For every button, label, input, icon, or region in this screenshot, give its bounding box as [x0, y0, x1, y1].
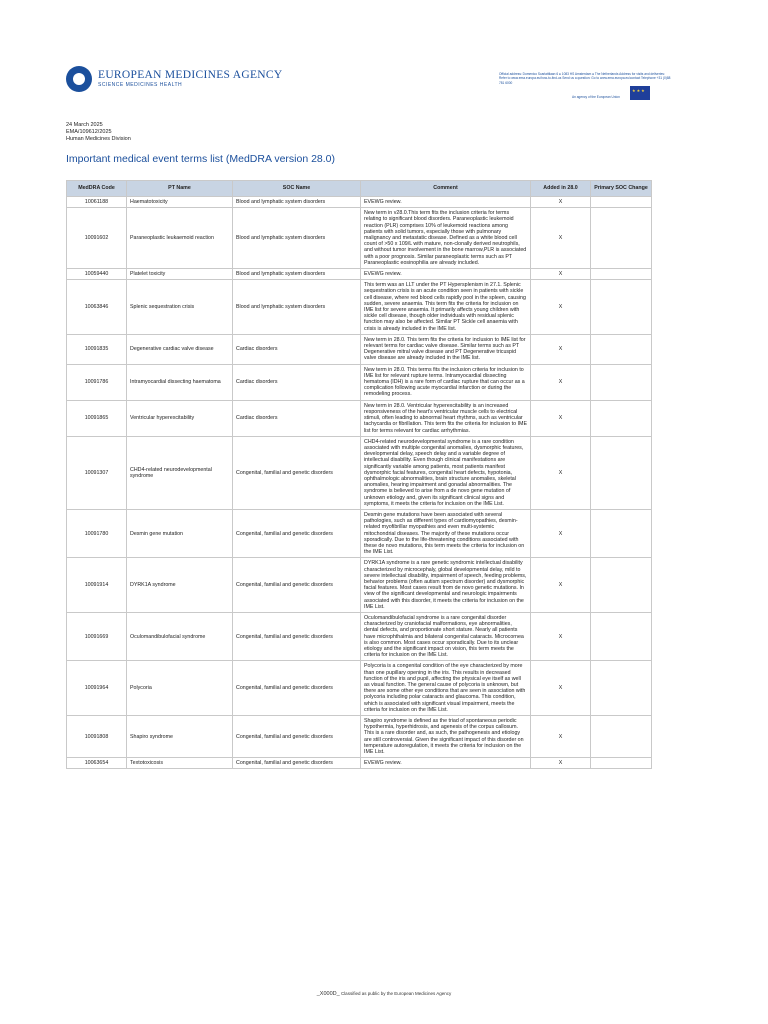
primary-soc-change-cell: [591, 758, 652, 769]
column-header-comment: Comment: [361, 181, 531, 197]
added-cell: X: [531, 364, 591, 400]
soc-name-cell: Cardiac disorders: [233, 400, 361, 436]
pt-name-cell: Polycoria: [127, 661, 233, 716]
comment-cell: New term in 28.0. This term fits the criteria for inclusion to IME list for relevant terms for cardiac valve disease. Similar terms such as PT Degenerative mitral valve disease and PT Degenerative tricuspid valve disease are already included in the IME list.: [361, 334, 531, 364]
primary-soc-change-cell: [591, 280, 652, 335]
pt-name-cell: Ventricular hyperexcitability: [127, 400, 233, 436]
pt-name-cell: Paraneoplastic leukaemoid reaction: [127, 208, 233, 269]
added-cell: X: [531, 758, 591, 769]
meddra-code-cell: 10091865: [67, 400, 127, 436]
added-cell: X: [531, 334, 591, 364]
meddra-code-cell: 10091780: [67, 509, 127, 557]
soc-name-cell: Congenital, familial and genetic disorders: [233, 436, 361, 509]
table-header-row: [67, 181, 652, 197]
column-header-meddra-code: MedDRA Code: [67, 181, 127, 197]
table-row: [67, 558, 652, 613]
comment-cell: EVEWG review.: [361, 197, 531, 208]
soc-name-cell: Congenital, familial and genetic disorders: [233, 758, 361, 769]
footer-mark: _X000D_: [316, 991, 340, 997]
table-row: [67, 436, 652, 509]
eu-flag-icon: [630, 86, 650, 100]
meddra-code-cell: 10091914: [67, 558, 127, 613]
soc-name-cell: Cardiac disorders: [233, 364, 361, 400]
pt-name-cell: Oculomandibulofacial syndrome: [127, 612, 233, 660]
comment-cell: New term in 28.0. This terms fits the inclusion criteria for inclusion to IME list for relevant rupture terms. Intramyocardial dissecting hematoma (IDH) is a rare form of cardiac rupture that can occur as a complication following acute myocardial infarction or during the remodeling process.: [361, 364, 531, 400]
column-header-soc-name: SOC Name: [233, 181, 361, 197]
comment-cell: Shapiro syndrome is defined as the triad of spontaneous periodic hypothermia, hyperhidrosis, and agenesis of the corpus callosum. This is a rare disorder and, as such, the pathogenesis and etiology are still controversial. Given the significant impact of this disorder on temperature autoregulation, it meets the criteria for inclusion on the IME List.: [361, 716, 531, 758]
added-cell: X: [531, 612, 591, 660]
added-cell: X: [531, 208, 591, 269]
pt-name-cell: Splenic sequestration crisis: [127, 280, 233, 335]
comment-cell: New term in v28.0.This term fits the inclusion criteria for terms relating to significant blood disorders. Paraneoplastic leukemoid reaction (PLR) comprises 10% of leukemoid reactions among patients with solid tumors, especially those with pulmonary malignancy and metastatic disease. Defined as a white blood cell count of >50 x 109/L with mature, non-clonally derived neutrophils, and without tumor involvement in the bone marrow,PLR is associated with a poor prognosis. Similar paraneoplastic terms such as PT Paraneoplastic eosinophilia are already included.: [361, 208, 531, 269]
table-row: [67, 280, 652, 335]
added-cell: X: [531, 400, 591, 436]
pt-name-cell: Desmin gene mutation: [127, 509, 233, 557]
meddra-code-cell: 10091669: [67, 612, 127, 660]
page-title: Important medical event terms list (MedDRA version 28.0): [66, 153, 336, 165]
table-row: [67, 758, 652, 769]
comment-cell: Oculomandibulofacial syndrome is a rare congenital disorder characterized by craniofacial malformations, eye abnormalities, dental defects, and proportionate short stature. Nearly all patients have microphthalmia and bilateral congenital cataracts. Microcornea is also common. Most cases occur sporadically. Due to its unclear etiology and the significant impact on vision, this term meets the criteria for inclusion on the IME List.: [361, 612, 531, 660]
pt-name-cell: Shapiro syndrome: [127, 716, 233, 758]
table-row: [67, 208, 652, 269]
meddra-code-cell: 10063846: [67, 280, 127, 335]
primary-soc-change-cell: [591, 612, 652, 660]
added-cell: X: [531, 197, 591, 208]
pt-name-cell: Platelet toxicity: [127, 269, 233, 280]
meddra-code-cell: 10091835: [67, 334, 127, 364]
document-division: Human Medicines Division: [66, 136, 131, 143]
soc-name-cell: Congenital, familial and genetic disorders: [233, 509, 361, 557]
soc-name-cell: Blood and lymphatic system disorders: [233, 197, 361, 208]
page-footer: [0, 991, 768, 997]
added-cell: X: [531, 269, 591, 280]
table-row: [67, 197, 652, 208]
pt-name-cell: Intramyocardial dissecting haematoma: [127, 364, 233, 400]
table-row: [67, 334, 652, 364]
ime-terms-table: [66, 180, 652, 769]
primary-soc-change-cell: [591, 208, 652, 269]
agency-tagline: SCIENCE MEDICINES HEALTH: [98, 82, 183, 88]
soc-name-cell: Blood and lymphatic system disorders: [233, 269, 361, 280]
added-cell: X: [531, 716, 591, 758]
table-row: [67, 400, 652, 436]
added-cell: X: [531, 558, 591, 613]
meddra-code-cell: 10063654: [67, 758, 127, 769]
soc-name-cell: Congenital, familial and genetic disorders: [233, 661, 361, 716]
column-header-pt-name: PT Name: [127, 181, 233, 197]
primary-soc-change-cell: [591, 364, 652, 400]
primary-soc-change-cell: [591, 716, 652, 758]
added-cell: X: [531, 509, 591, 557]
comment-cell: Desmin gene mutations have been associated with several pathologies, such as different types of cardiomyopathies, desmin-related myofibrillar myopathies and even multi-systemic mitochondrial diseases. The majority of these mutations occur sporadically. Due to the life-threatening conditions associated with these de novo mutations, this term meets the criteria for inclusion on the IME List.: [361, 509, 531, 557]
table-body: [67, 197, 652, 769]
meddra-code-cell: 10091602: [67, 208, 127, 269]
comment-cell: CHD4-related neurodevelopmental syndrome is a rare condition associated with multiple congenital anomalies, dysmorphic features, developmental delay, speech delay and a variable degree of intellectual disability. Even though clinical manifestations are significantly variable among patients, most patients manifest dysmorphic facial features, congenital heart defects, hypotonia, ophthalmologic abnormalities, brain structure anomalies, skeletal anomalies, hearing impairment and gonadal abnormalities. The syndrome is believed to arise from a de novo gene mutation of unknown etiology and, given its significant clinical signs and symptoms, it meets the criteria for inclusion on the IME List.: [361, 436, 531, 509]
meddra-code-cell: 10091307: [67, 436, 127, 509]
pt-name-cell: DYRK1A syndrome: [127, 558, 233, 613]
table-row: [67, 269, 652, 280]
added-cell: X: [531, 280, 591, 335]
soc-name-cell: Congenital, familial and genetic disorders: [233, 716, 361, 758]
primary-soc-change-cell: [591, 558, 652, 613]
meddra-code-cell: 10061188: [67, 197, 127, 208]
document-reference: EMA/109612/2025: [66, 129, 112, 136]
soc-name-cell: Congenital, familial and genetic disorders: [233, 558, 361, 613]
soc-name-cell: Congenital, familial and genetic disorders: [233, 612, 361, 660]
meddra-code-cell: 10091808: [67, 716, 127, 758]
table-row: [67, 509, 652, 557]
agency-name: EUROPEAN MEDICINES AGENCY: [98, 69, 283, 81]
pt-name-cell: Haematotoxicity: [127, 197, 233, 208]
meddra-code-cell: 10091786: [67, 364, 127, 400]
footer-classification: Classified as public by the European Medicines Agency: [340, 991, 452, 996]
table-row: [67, 661, 652, 716]
primary-soc-change-cell: [591, 509, 652, 557]
agency-sub-note: An agency of the European Union: [572, 95, 620, 99]
pt-name-cell: Degenerative cardiac valve disease: [127, 334, 233, 364]
meddra-code-cell: 10091964: [67, 661, 127, 716]
document-header: [66, 66, 671, 106]
table-row: [67, 364, 652, 400]
comment-cell: EVEWG review.: [361, 758, 531, 769]
primary-soc-change-cell: [591, 269, 652, 280]
column-header-primary-soc-change: Primary SOC Change: [591, 181, 652, 197]
document-meta: [66, 122, 131, 144]
added-cell: X: [531, 436, 591, 509]
ema-logo-icon: [66, 66, 92, 92]
column-header-added: Added in 28.0: [531, 181, 591, 197]
soc-name-cell: Blood and lymphatic system disorders: [233, 208, 361, 269]
agency-address-note: Official address: Domenico Scarlattilaan 6 ● 1083 HS Amsterdam ● The Netherlands Address for visits and deliveries: Refer to www.ema.europa.eu/how-to-find-us Send us a question: Go to www.ema.europa.eu/contact Telephone +31 (0)88 781 6000: [499, 72, 671, 85]
pt-name-cell: CHD4-related neurodevelopmental syndrome: [127, 436, 233, 509]
primary-soc-change-cell: [591, 334, 652, 364]
primary-soc-change-cell: [591, 661, 652, 716]
table-row: [67, 612, 652, 660]
comment-cell: EVEWG review.: [361, 269, 531, 280]
comment-cell: New term in 28.0. Ventricular hyperexcitability is an increased responsiveness of the heart's ventricular muscle cells to electrical stimuli, often leading to abnormal heart rhythms, such as ventricular tachycardia or fibrillation. This term fits the criteria for inclusion to IME list for terms relevant for cardiac arrhythmias.: [361, 400, 531, 436]
ema-logo: [66, 66, 282, 92]
primary-soc-change-cell: [591, 197, 652, 208]
comment-cell: Polycoria is a congenital condition of the eye characterized by more than one pupillary opening in the iris. This results in decreased function of the iris and pupil, affecting the physical eye itself as well as visual function. The general cause of polycoria is unknown, but there are some other eye conditions that are seen in association with polycoria including polar cataracts and glaucoma. This condition, which is associated with significant visual impairment, meets the criteria for inclusion on the IME List.: [361, 661, 531, 716]
primary-soc-change-cell: [591, 436, 652, 509]
comment-cell: DYRK1A syndrome is a rare genetic syndromic intellectual disability characterized by microcephaly, global developmental delay, mild to severe intellectual disability, impairment of speech, feeding problems, behavior problems (often autism spectrum disorder) and dysmorphic facial features. Most cases result from de novo genetic mutations. In view of the significant developmental and neurologic impairments associated with this disorder, it meets the criteria for inclusion on the IME List.: [361, 558, 531, 613]
meddra-code-cell: 10059440: [67, 269, 127, 280]
table-row: [67, 716, 652, 758]
primary-soc-change-cell: [591, 400, 652, 436]
soc-name-cell: Blood and lymphatic system disorders: [233, 280, 361, 335]
pt-name-cell: Textotoxicosis: [127, 758, 233, 769]
comment-cell: This term was an LLT under the PT Hypersplenism in 27.1. Splenic sequestration crisis is an acute condition seen in patients with sickle cell disease, where red blood cells rapidly pool in the spleen, causing sudden, severe anaemia. This term fits the criteria for inclusion on IME list for severe anaemia. It primarily affects young children with sickle cell disease, though older individuals with residual splenic function may also be affected. Similar PT Sickle cell anaemia with crisis is already included in the IME list.: [361, 280, 531, 335]
added-cell: X: [531, 661, 591, 716]
document-date: 24 March 2025: [66, 122, 103, 128]
soc-name-cell: Cardiac disorders: [233, 334, 361, 364]
